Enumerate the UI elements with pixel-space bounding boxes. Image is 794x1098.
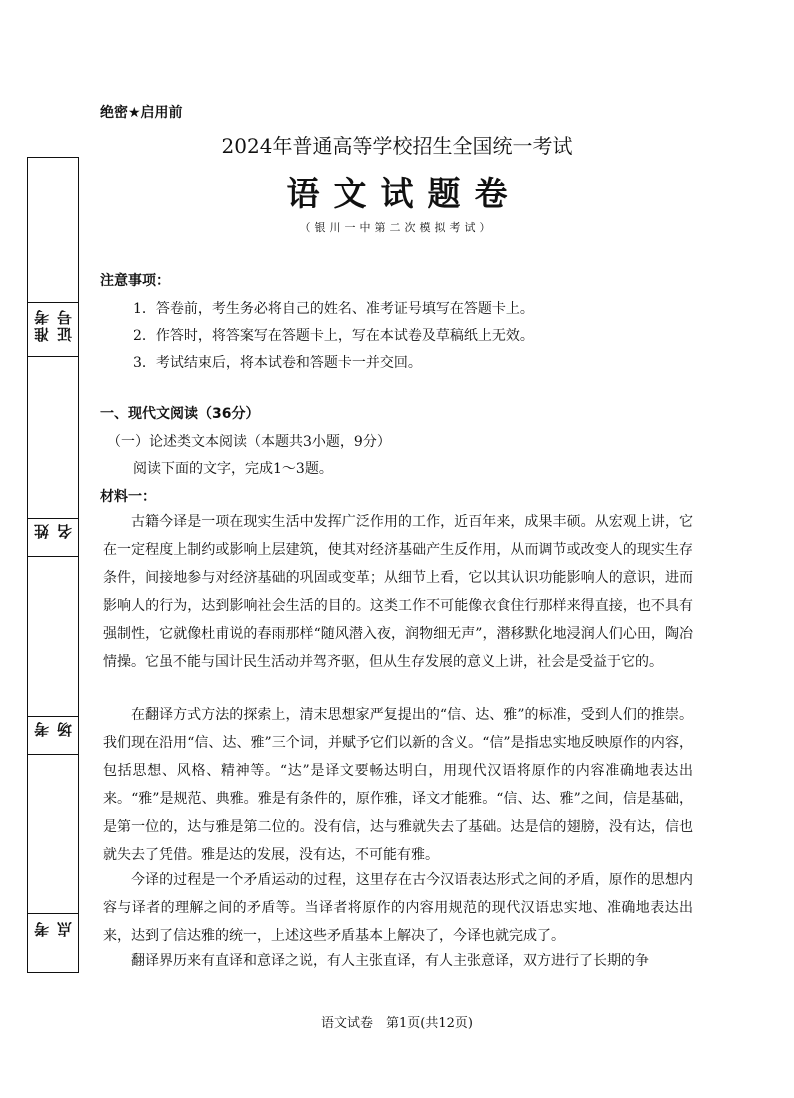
page-footer: 语文试卷 第1页(共12页) [321,1016,473,1031]
material-label: 材料一： [100,489,156,505]
binding-divider [27,356,79,357]
subsection-title: （一）论述类文本阅读（本题共3小题，9分） [107,434,391,450]
paper-subtitle: （银川一中第二次模拟考试） [299,221,495,234]
secret-mark: 绝密★启用前 [100,105,183,121]
name-field-label: 姓 名 [33,522,74,539]
notice-title: 注意事项： [100,273,170,289]
reading-instruction: 阅读下面的文字，完成1～3题。 [133,461,333,477]
binding-divider [27,556,79,557]
binding-divider [27,754,79,755]
binding-divider [27,913,79,914]
binding-divider [27,302,79,303]
passage-paragraph: 翻译界历来有直译和意译之说，有人主张直译，有人主张意译，双方进行了长期的争 [131,953,649,969]
exam-site-field-label: 考 点 [33,920,74,937]
passage-paragraph: 在翻译方式方法的探索上，清末思想家严复提出的“信、达、雅”的标准，受到人们的推崇。我们现在沿用“信、达、雅”三个词，并赋予它们以新的含义。“信”是指忠实地反映原作的内容，包括思想、风格、精神等。“达”是译文要畅达明白，用现代汉语将原作的内容准确地表达出来。“雅”是规范、典雅。雅是有条件的，原作雅，译文才能雅。“信、达、雅”之间，信是基础，是第一位的，达与雅是第二位的。没有信，达与雅就失去了基础。达是信的翅膀，没有达，信也就失去了凭借。雅是达的发展，没有达，不可能有雅。 [103,707,693,863]
binding-box [27,157,79,973]
binding-divider [27,518,79,519]
notice-item: 1．答卷前，考生务必将自己的姓名、准考证号填写在答题卡上。 [133,301,534,317]
passage-paragraph: 今译的过程是一个矛盾运动的过程，这里存在古今汉语表达形式之间的矛盾，原作的思想内容与译者的理解之间的矛盾等。当译者将原作的内容用规范的现代汉语忠实地、准确地表达出来，达到了信达雅的统一，上述这些矛盾基本上解决了，今译也就完成了。 [103,872,693,944]
passage-paragraph: 古籍今译是一项在现实生活中发挥广泛作用的工作，近百年来，成果丰硕。从宏观上讲，它在一定程度上制约或影响上层建筑，使其对经济基础产生反作用，从而调节或改变人的现实生存条件，间接地参与对经济基础的巩固或变革；从细节上看，它以其认识功能影响人的意识，进而影响人的行为，达到影响社会生活的目的。这类工作不可能像衣食住行那样来得直接，也不具有强制性，它就像杜甫说的春雨那样“随风潜入夜，润物细无声”，潜移默化地浸润人们心田，陶冶情操。它虽不能与国计民生活动并驾齐驱，但从生存发展的意义上讲，社会是受益于它的。 [103,514,693,670]
paper-title: 语文试题卷 [286,174,522,213]
section-title: 一、现代文阅读（36分） [100,406,260,422]
exam-id-field-label: 准考 证号 [33,308,74,342]
notice-item: 3．考试结束后，将本试卷和答题卡一并交回。 [133,355,422,371]
exam-title: 2024年普通高等学校招生全国统一考试 [221,134,573,158]
notice-item: 2．作答时，将答案写在答题卡上，写在本试卷及草稿纸上无效。 [133,328,534,344]
exam-room-field-label: 考 场 [33,720,74,737]
binding-divider [27,716,79,717]
